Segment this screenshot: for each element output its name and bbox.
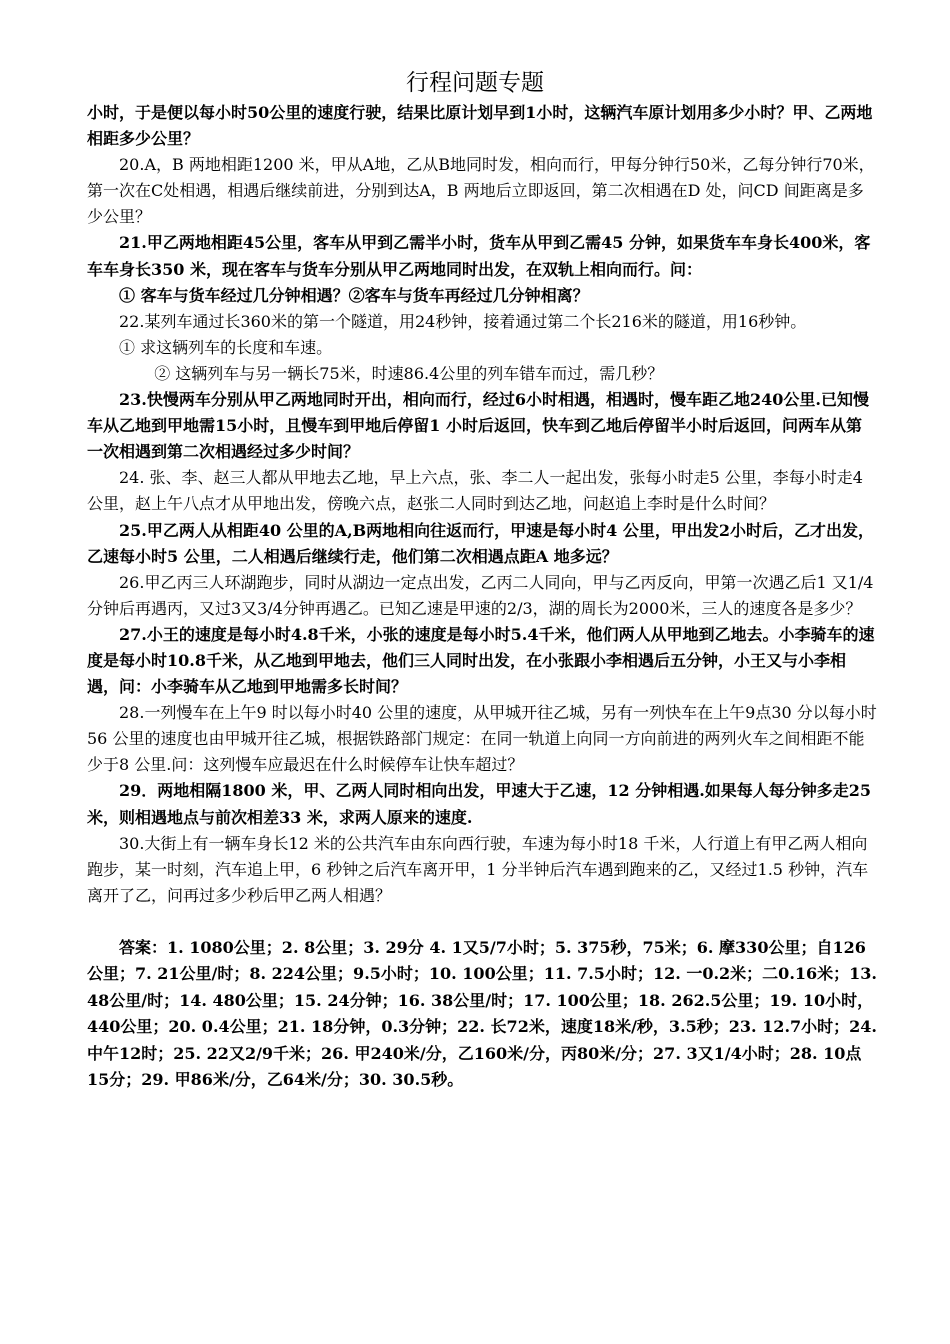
answer-key: 答案：1. 1080公里；2. 8公里；3. 29分 4. 1又5/7小时；5. 375秒，75米；6. 摩330公里；自126公里；7. 21公里/时；8. 224公里；9.5小时；10. 100公里；11. 7.5小时；12. 一0.2米；二0.16米；13. 48公里/时；14. 480公里；15. 24分钟；16. 38公里/时；17. 100公里；18. 262.5公里；19. 10小时，440公里；20. 0.4公里；21. 18分钟，0.3分钟；22. 长72米，速度18米/秒，3.5秒；23. 12.7小时；24. 中午12时；25. 22又2/9千米；26. 甲240米/分，乙160米/分，丙80米/分；27. 3又1/4小时；28. 10点15分；29. 甲86米/分，乙64米/分；30. 30.5秒。 [87, 937, 877, 1089]
problem-24: 24. 张、李、赵三人都从甲地去乙地，早上六点，张、李二人一起出发，张每小时走5 公里，李每小时走4 公里，赵上午八点才从甲地出发，傍晚六点，赵张二人同时到达乙地，问赵追上李时是什么时间？ [87, 468, 863, 514]
problem-20: 20.A，B 两地相距1200 米，甲从A地，乙从B地同时发，相向而行，甲每分钟行50米，乙每分钟行70米，第一次在C处相遇，相遇后继续前进，分别到达A，B 两地后立即返回，第二次相遇在D 处，问CD 间距离是多少公里？ [87, 155, 875, 227]
problem-22-question-2: ② 这辆列车与另一辆长75米，时速86.4公里的列车错车而过，需几秒？ [154, 363, 664, 383]
problem-28: 28.一列慢车在上午9 时以每小时40 公里的速度，从甲城开往乙城，另有一列快车在上午9点30 分以每小时56 公里的速度也由甲城开往乙城，根据铁路部门规定：在同一轨道上向同一方向前进的两列火车之间相距不能少于8 公里.问：这列慢车应最迟在什么时候停车让快车超过？ [87, 703, 877, 775]
problem-26: 26.甲乙丙三人环湖跑步，同时从湖边一定点出发，乙丙二人同向，甲与乙丙反向，甲第一次遇乙后1 又1/4分钟后再遇丙，又过3又3/4分钟再遇乙。已知乙速是甲速的2/3，湖的周长为2000米，三人的速度各是多少？ [87, 572, 874, 618]
problem-30: 30.大街上有一辆车身长12 米的公共汽车由东向西行驶，车速为每小时18 千米，人行道上有甲乙两人相向跑步，某一时刻，汽车追上甲，6 秒钟之后汽车离开甲，1 分半钟后汽车遇到跑来的乙，又经过1.5 秒钟，汽车离开了乙，问再过多少秒后甲乙两人相遇？ [87, 833, 869, 905]
spacer [87, 909, 877, 935]
problem-21-questions: ① 客车与货车经过几分钟相遇？②客车与货车再经过几分钟相离？ [119, 285, 589, 305]
document-body [87, 100, 877, 1093]
problem-22-question-1: ① 求这辆列车的长度和车速。 [119, 337, 333, 357]
paragraph-19-continued: 小时，于是便以每小时50公里的速度行驶，结果比原计划早到1小时，这辆汽车原计划用多少小时？甲、乙两地相距多少公里？ [87, 103, 873, 149]
problem-27: 27.小王的速度是每小时4.8千米，小张的速度是每小时5.4千米，他们两人从甲地到乙地去。小李骑车的速度是每小时10.8千米，从乙地到甲地去，他们三人同时出发，在小张跟小李相遇后五分钟，小王又与小李相遇，问：小李骑车从乙地到甲地需多长时间？ [87, 624, 875, 697]
page-title: 行程问题专题 [406, 70, 544, 96]
problem-22: 22.某列车通过长360米的第一个隧道，用24秒钟，接着通过第二个长216米的隧道，用16秒钟。 [119, 311, 807, 331]
problem-25: 25.甲乙两人从相距40 公里的A,B两地相向往返而行，甲速是每小时4 公里，甲出发2小时后，乙才出发，乙速每小时5 公里，二人相遇后继续行走，他们第二次相遇点距A 地多远？ [87, 520, 875, 566]
problem-23: 23.快慢两车分别从甲乙两地同时开出，相向而行，经过6小时相遇，相遇时，慢车距乙地240公里.已知慢车从乙地到甲地需15小时，且慢车到甲地后停留1 小时后返回，快车到乙地后停留半小时后返回，问两车从第一次相遇到第二次相遇经过多少时间？ [87, 390, 869, 462]
problem-21: 21.甲乙两地相距45公里，客车从甲到乙需半小时，货车从甲到乙需45 分钟，如果货车车身长400米，客车车身长350 米，现在客车与货车分别从甲乙两地同时出发，在双轨上相向而行。问： [87, 233, 871, 279]
problem-29: 29．两地相隔1800 米，甲、乙两人同时相向出发，甲速大于乙速，12 分钟相遇.如果每人每分钟多走25 米，则相遇地点与前次相差33 米，求两人原来的速度. [87, 781, 872, 827]
